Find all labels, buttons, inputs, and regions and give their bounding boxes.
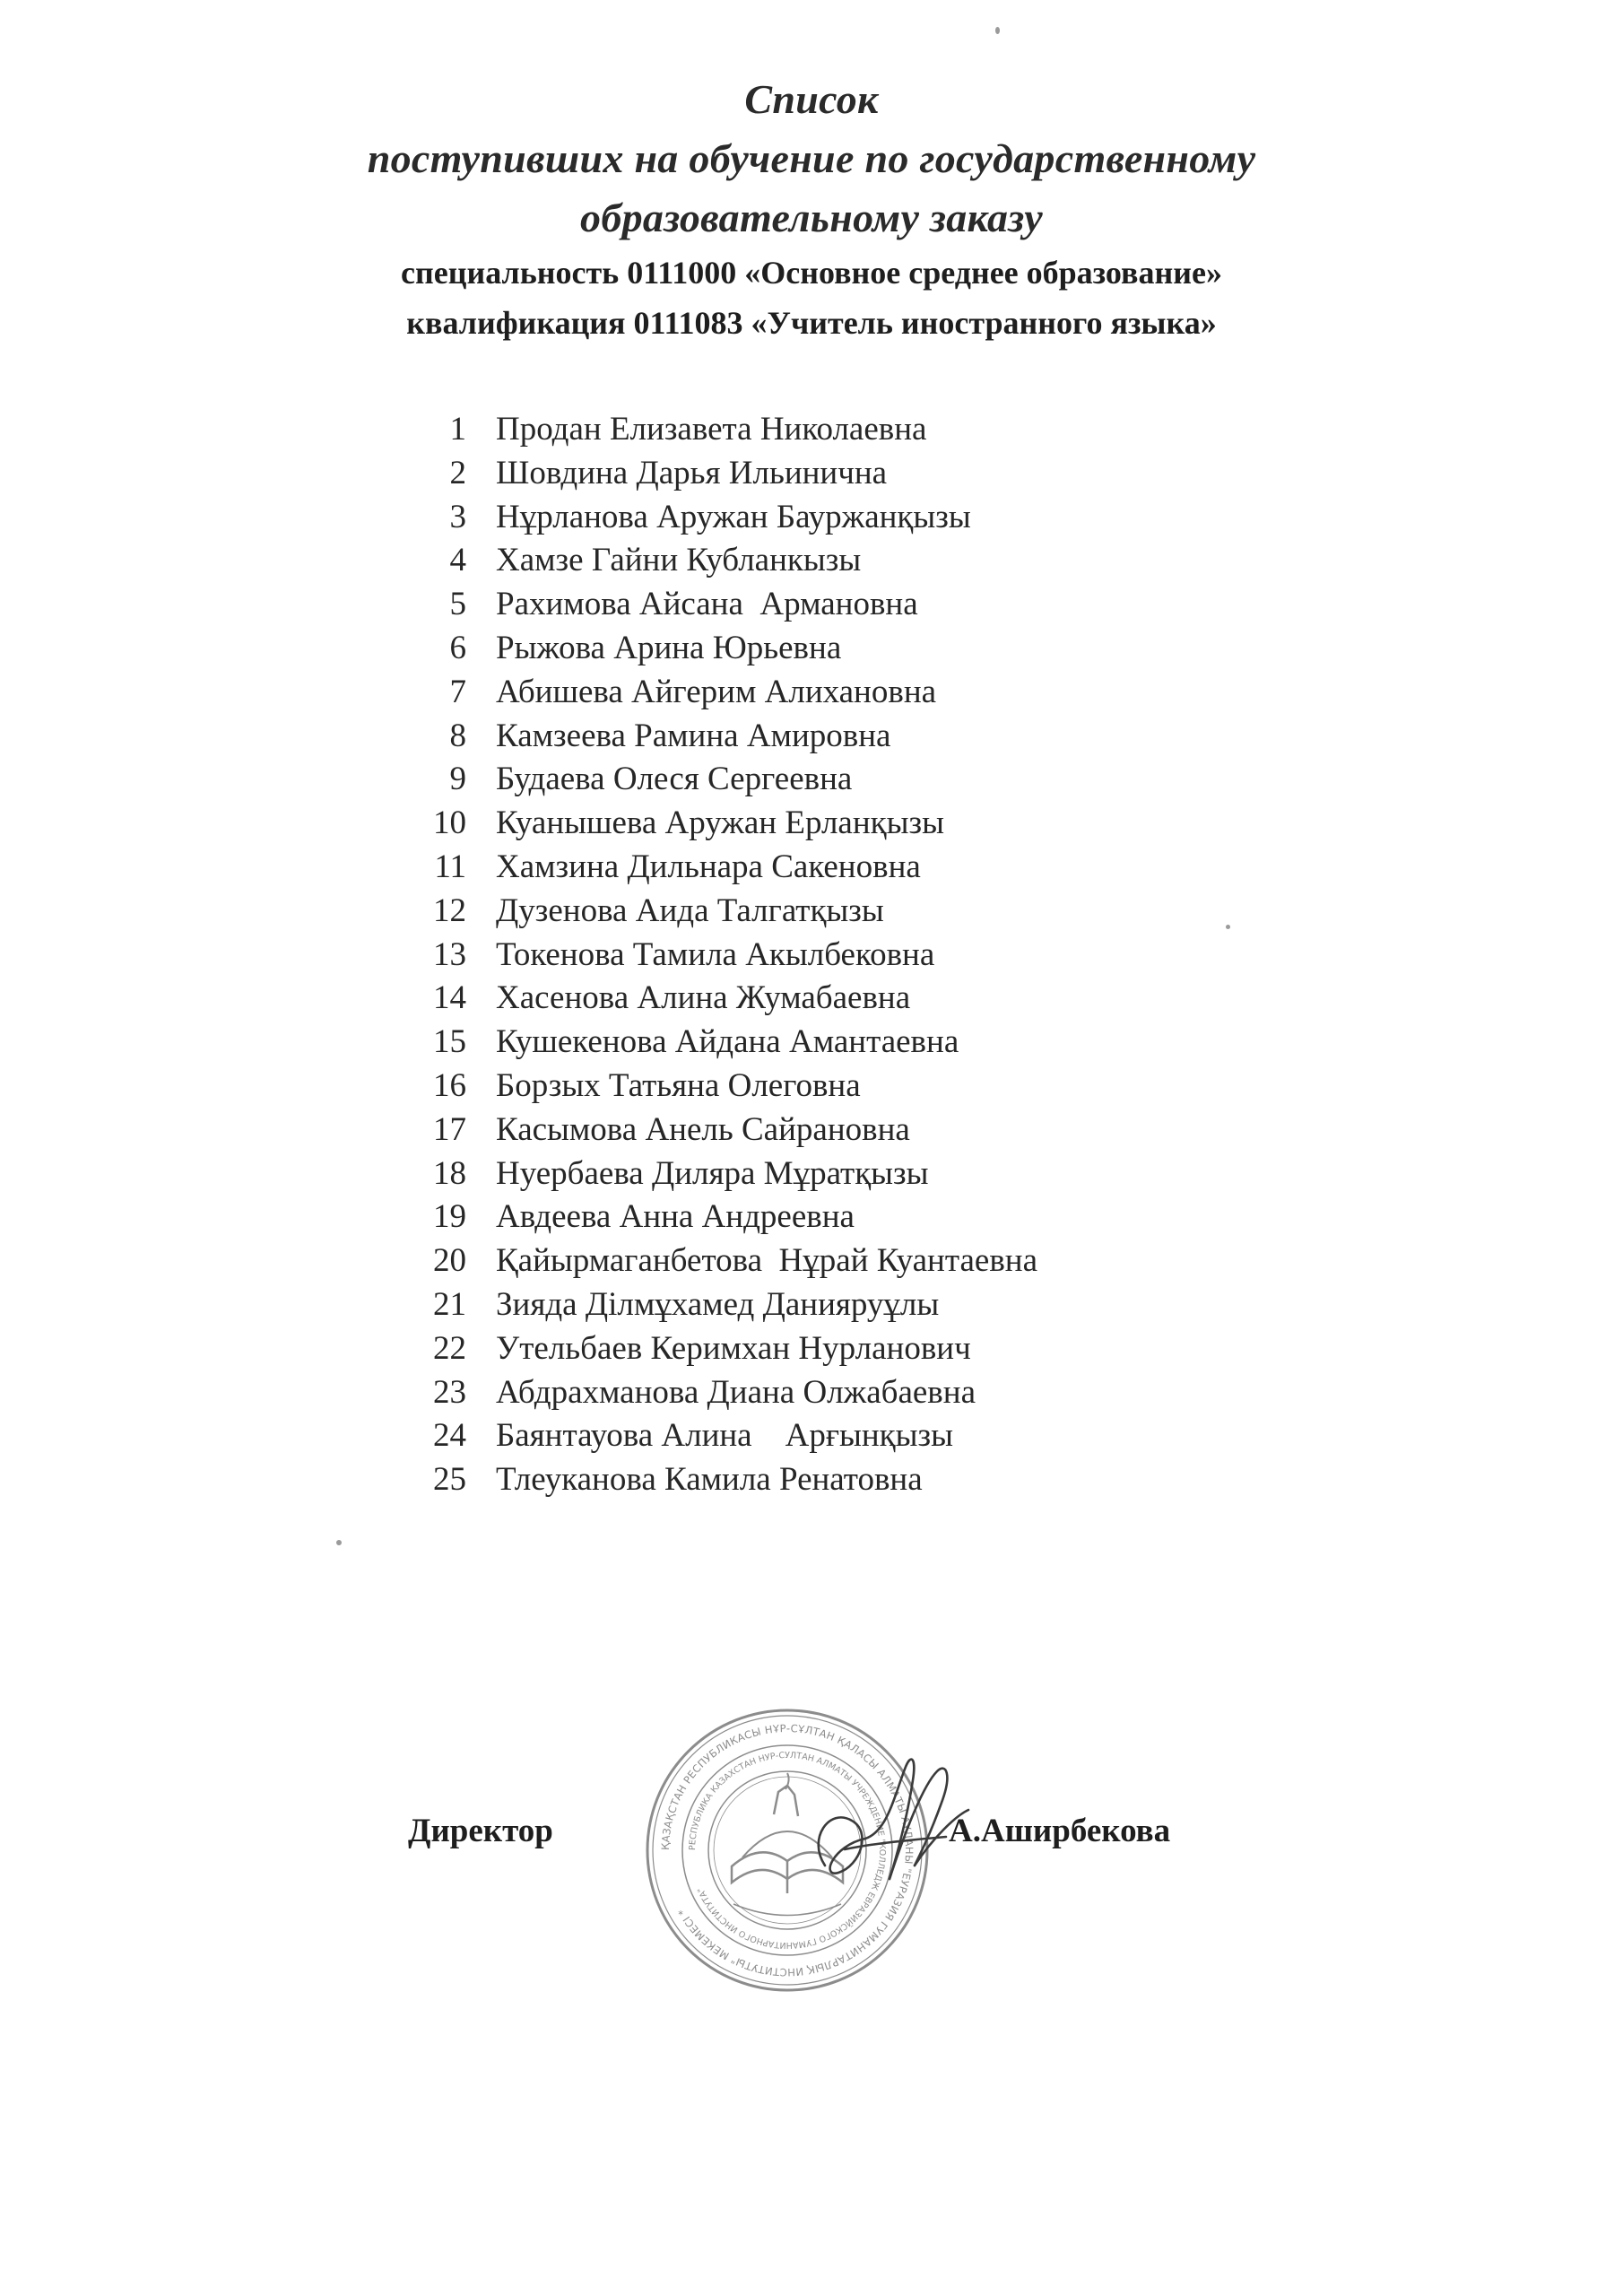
list-item-number: 13 <box>433 935 466 973</box>
list-item-number: 25 <box>433 1461 466 1499</box>
list-item-number: 12 <box>433 891 466 929</box>
list-item-number: 6 <box>449 629 466 666</box>
stamp-outer-text: ҚАЗАҚСТАН РЕСПУБЛИКАСЫ НҰР-СҰЛТАН ҚАЛАСЫ АЛМАТЫ АУДАНЫ "ЕУРАЗИЯ ГУМАНИТАРЛЫҚ ИНСТИТУТЫ" МЕКЕМЕСІ * <box>658 1721 916 1979</box>
list-item-name: Рахимова Айсана Армановна <box>496 586 918 623</box>
list-item-name: Касымова Анель Сайрановна <box>496 1110 910 1148</box>
list-item-number: 9 <box>449 761 466 798</box>
list-item-number: 1 <box>449 411 466 448</box>
list-item <box>0 1109 1623 1152</box>
list-item-number: 3 <box>449 498 466 535</box>
list-item-number: 4 <box>449 542 466 579</box>
list-item-number: 7 <box>449 673 466 710</box>
scan-speck <box>1226 925 1230 929</box>
scan-speck <box>995 27 1000 34</box>
list-item-name: Тлеуканова Камила Ренатовна <box>496 1461 923 1499</box>
list-item <box>0 583 1623 627</box>
list-item <box>0 1458 1623 1502</box>
list-item <box>0 977 1623 1021</box>
list-item-name: Зияда Ділмұхамед Данияруұлы <box>496 1285 940 1323</box>
stamp-inner-text: РЕСПУБЛИКА КАЗАХСТАН НУР-СУЛТАН АЛМАТЫ УЧРЕЖДЕНИЕ "КОЛЛЕДЖ ЕВРАЗИЙСКОГО ГУМАНИТАРНОГО ИНСТИТУТА" <box>687 1750 888 1951</box>
list-item-number: 24 <box>433 1417 466 1455</box>
document-title: Список <box>744 76 879 122</box>
scan-speck <box>336 1540 342 1545</box>
list-item-number: 5 <box>449 586 466 623</box>
list-item-number: 20 <box>433 1242 466 1280</box>
list-item <box>0 452 1623 496</box>
signer-name: А.Аширбекова <box>949 1813 1171 1849</box>
list-item <box>0 671 1623 715</box>
list-item-name: Будаева Олеся Сергеевна <box>496 761 853 798</box>
list-item <box>0 1065 1623 1109</box>
list-item-name: Куанышева Аружан Ерланқызы <box>496 804 944 842</box>
list-item <box>0 1371 1623 1415</box>
list-item <box>0 627 1623 671</box>
qualification-line: квалификация 0111083 «Учитель иностранного языка» <box>406 305 1217 341</box>
list-item-number: 16 <box>433 1066 466 1104</box>
list-item-number: 8 <box>449 717 466 754</box>
list-item <box>0 539 1623 583</box>
list-item <box>0 1414 1623 1458</box>
document-subtitle-line-1: поступивших на обучение по государственному <box>367 135 1256 181</box>
list-item-name: Борзых Татьяна Олеговна <box>496 1066 861 1104</box>
list-item <box>0 890 1623 934</box>
list-item-number: 17 <box>433 1110 466 1148</box>
list-item-number: 19 <box>433 1198 466 1236</box>
list-item-name: Авдеева Анна Андреевна <box>496 1198 855 1236</box>
list-item-number: 23 <box>433 1373 466 1411</box>
list-item-name: Кушекенова Айдана Амантаевна <box>496 1023 959 1061</box>
list-item-name: Баянтауова Алина Арғынқызы <box>496 1417 953 1455</box>
document-subtitle-line-2: образовательному заказу <box>580 195 1043 240</box>
list-item-number: 21 <box>433 1285 466 1323</box>
document-header <box>0 70 1623 348</box>
list-item <box>0 408 1623 452</box>
list-item <box>0 934 1623 978</box>
list-item-name: Продан Елизавета Николаевна <box>496 411 927 448</box>
list-item-number: 18 <box>433 1154 466 1192</box>
specialty-line: специальность 0111000 «Основное среднее образование» <box>401 255 1222 291</box>
list-item <box>0 1239 1623 1283</box>
list-item-number: 2 <box>449 454 466 491</box>
list-item <box>0 1196 1623 1239</box>
list-item <box>0 715 1623 759</box>
list-item <box>0 846 1623 890</box>
list-item-number: 10 <box>433 804 466 842</box>
director-label: Директор <box>408 1813 553 1849</box>
list-item <box>0 1021 1623 1065</box>
list-item <box>0 802 1623 846</box>
list-item-name: Токенова Тамила Акылбековна <box>496 935 935 973</box>
list-item-name: Абдрахманова Диана Олжабаевна <box>496 1373 976 1411</box>
list-item-name: Нуербаева Диляра Мұратқызы <box>496 1154 929 1192</box>
list-item <box>0 496 1623 540</box>
list-item-number: 15 <box>433 1023 466 1061</box>
list-item-name: Шовдина Дарья Ильинична <box>496 454 888 491</box>
list-item-name: Хамзе Гайни Кубланкызы <box>496 542 862 579</box>
list-item-name: Хасенова Алина Жумабаевна <box>496 979 911 1017</box>
list-item-number: 22 <box>433 1329 466 1367</box>
list-item-name: Нұрланова Аружан Бауржанқызы <box>496 498 971 535</box>
list-item <box>0 1327 1623 1371</box>
list-item-number: 14 <box>433 979 466 1017</box>
list-item <box>0 758 1623 802</box>
list-item-name: Дузенова Аида Талгатқызы <box>496 891 884 929</box>
list-item-name: Камзеева Рамина Амировна <box>496 717 891 754</box>
list-item <box>0 1283 1623 1327</box>
list-item-name: Абишева Айгерим Алихановна <box>496 673 937 710</box>
list-item-name: Хамзина Дильнара Сакеновна <box>496 848 921 885</box>
list-item-name: Қайырмаганбетова Нұрай Куантаевна <box>496 1242 1038 1280</box>
student-list <box>0 408 1623 1502</box>
list-item-name: Утельбаев Керимхан Нурланович <box>496 1329 971 1367</box>
list-item <box>0 1152 1623 1196</box>
list-item-name: Рыжова Арина Юрьевна <box>496 629 842 666</box>
list-item-number: 11 <box>434 848 466 885</box>
handwritten-signature <box>789 1731 977 1910</box>
